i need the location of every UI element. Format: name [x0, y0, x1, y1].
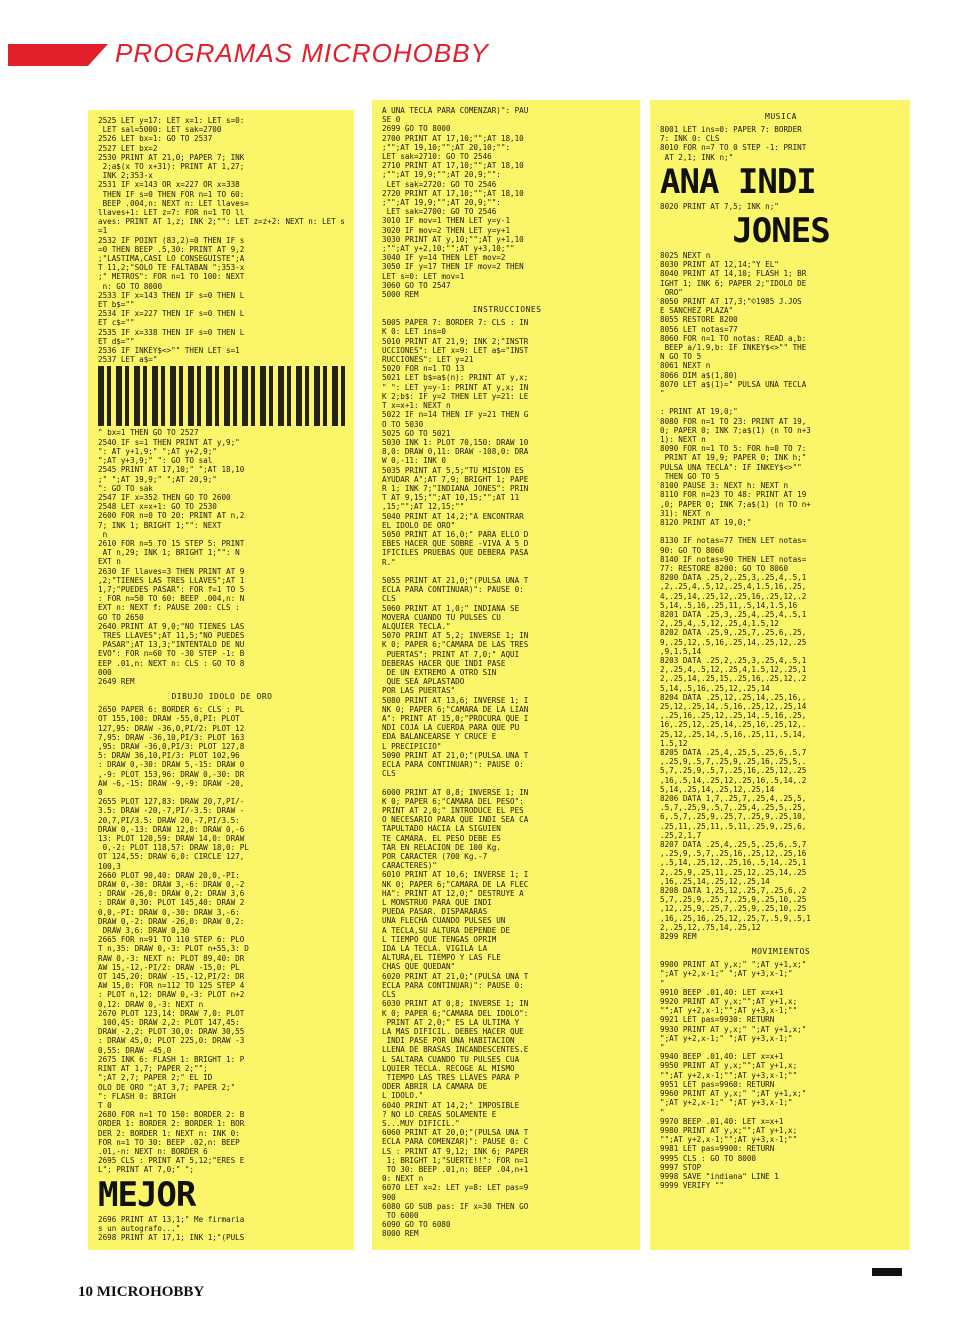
code-block: 2696 PRINT AT 13,1;" Me firmaria s un autografo..." 2698 PRINT AT 17,1; INK 1;"(PULS [98, 1214, 245, 1242]
code-block: " bx=1 THEN GO TO 2527 2540 IF s=1 THEN PRINT AT y,9;" ": AT y+1,9;" ";AT y+2,9;" ";AT y+3,9;" ": GO TO sal 2545 PRINT AT 17,10;" ";AT 18,10 ;" ";AT 19,9;" ";AT 20,9;" ": GO TO sak 2547 IF x=352 THEN GO TO 2600 2548 LET x=x+1: GO TO 2530 2600 FOR n=0 TO 20: PRINT AT n,2 7; INK 1; BRIGHT 1;"": NEXT n 2610 FOR n=5 TO 15 STEP 5: PRINT AT n,29; INK 1; BRIGHT 1;"": N EXT n 2630 IF llaves=3 THEN PRINT AT 9 ,2;"TIENES LAS TRES LLAVES";AT 1 1,7;"PUEDES PASAR": FOR f=1 TO 5 : FOR n=50 TO 60: BEEP .004,n: N EXT n: NEXT f: PAUSE 200: CLS : GO TO 2650 2640 PRINT AT 9,0;"NO TIENES LAS TRES LLAVES";AT 11,5;"NO PUEDES PASAR";AT 13,3;"INTENTALO DE NU EVO": FOR n=60 TO -30 STEP -1: B EEP .01,n: NEXT n: CLS : GO TO 8 000 2649 REM [98, 428, 245, 686]
code-block: 9900 PRINT AT y,x;" ";AT y+1,x;" ";AT y+2,x-1;" ";AT y+3,x-1;" " 9910 BEEP .01,40: LET x=x+1 9920 PRINT AT y,x;"";AT y+1,x; "";AT y+2,x-1;"";AT y+3,x-1;"" 9921 LET pas=9930: RETURN 9930 PRINT AT y,x;" ";AT y+1,x;" ";AT y+2,x-1;" ";AT y+3,x-1;" " 9940 BEEP .01,40: LET x=x+1 9950 PRINT AT y,x;"";AT y+1,x; "";AT y+2,x-1;"";AT y+3,x-1;"" 9951 LET pas=9960: RETURN 9960 PRINT AT y,x;" ";AT y+1,x;" ";AT y+2,x-1;" ";AT y+3,x-1;" " 9970 BEEP .01,40: LET x=x+1 9980 PRINT AT y,x;"";AT y+1,x; "";AT y+2,x-1;"";AT y+3,x-1;"" 9981 LET pas=9900: RETURN 9995 CLS : GO TO 8000 9997 STOP 9998 SAVE "indiana" LINE 1 9999 VERIFY "" [660, 960, 807, 1191]
mejor-art: MEJOR [98, 1174, 196, 1215]
code-block: 8001 LET ins=0: PAPER 7: BORDER 7: INK 0: CLS 8010 FOR n=7 TO 0 STEP -1: PRINT AT 2,1; INK n;" [660, 125, 807, 162]
title-art-line-1: ANA INDI [660, 161, 816, 202]
page-header [0, 38, 970, 70]
code-block: 8020 PRINT AT 7,5; INK n;" [660, 201, 779, 211]
code-block: 2525 LET y=17: LET x=1: LET s=0: LET sal=5000: LET sak=2700 2526 LET bx=1: GO TO 2537 2527 LET bx=2 2530 PRINT AT 21,0; PAPER 7; INK 2;a$(x TO x+31): PRINT AT 1,27; INK 2;353-x 2531 IF x=143 OR x=227 OR x=338 THEN IF s=0 THEN FOR n=1 TO 60: BEEP .004,n: NEXT n: LET llaves= llaves+1: LET z=7: FOR n=1 TO ll aves: PRINT AT 1,z; INK 2;"": LET z=z+2: NEXT n: LET s=1 2532 IF POINT (83,2)=0 THEN IF s =0 THEN BEEP .5,30: PRINT AT 9,2 ;"LASTIMA,CASI LO CONSEGUISTE";A T 11,2;"SOLO TE FALTABAN ";353-x ;" METROS": FOR n=1 TO 100: NEXT n: GO TO 8000 2533 IF x=143 THEN IF s=0 THEN L ET b$="" 2534 IF x=227 THEN IF s=0 THEN L ET c$="" 2535 IF x=338 THEN IF s=0 THEN L ET d$="" 2536 IF INKEY$<>"" THEN LET s=1 2537 LET a$=" [98, 116, 345, 365]
section-title: PROGRAMAS MICROHOBBY [115, 38, 489, 68]
listing-column-1 [88, 110, 354, 1250]
header-red-bar [8, 44, 108, 66]
corner-mark [872, 1268, 902, 1276]
code-block: 5005 PAPER 7: BORDER 7: CLS : IN K 0: LET ins=0 5010 PRINT AT 21,9; INK 2;"INSTR UCCIONES": LET x=9: LET a$="INST RUCCIONES": LET y=21 5020 FOR n=1 TO 13 5021 LET b$=a$(n): PRINT AT y,x; " ": LET y=y-1: PRINT AT y,x; IN K 2;b$: IF y=2 THEN LET y=21: LE T x=x+1: NEXT n 5022 IF n=14 THEN IF y=21 THEN G O TO 5030 5025 GO TO 5021 5030 INK 1: PLOT 70,150: DRAW 10 8,0: DRAW 0,11: DRAW -108,0: DRA W 0,-11: INK 0 5035 PRINT AT 5,5;"TU MISION ES AYUDAR A";AT 7,9; BRIGHT 1; PAPE R 1; INK 7;"INDIANA JONES": PRIN T AT 9,15;"";AT 10,15;"";AT 11 ,15;"";AT 12,15;"" 5040 PRINT AT 14,2;"A ENCONTRAR EL IDOLO DE ORO" 5050 PRINT AT 16,0;" PARA ELLO D EBES HACER QUE SOBRE -VIVA A 5 D IFICILES PRUEBAS QUE DEBERA PASA R." 5055 PRINT AT 21,0;"(PULSA UNA T ECLA PARA CONTINUAR)": PAUSE 0: CLS 5060 PRINT AT 1,0;" INDIANA SE MOVERA CUANDO TU PULSES CU ALQUIER TECLA." 5070 PRINT AT 5,2; INVERSE 1; IN K 0; PAPER 6;"CAMARA DE LAS TRES PUERTAS": PRINT AT 7,0;" AQUI DEBERAS HACER QUE INDI PASE DE UN EXTREMO A OTRO SIN QUE SEA APLASTADO POR LAS PUERTAS" 5080 PRINT AT 13,6; INVERSE 1; I NK 0; PAPER 6;"CAMARA DE LA LIAN A": PRINT AT 15,0;"PROCURA QUE I NDI COJA LA CUERDA PARA QUE PU EDA BALANCEARSE Y CRUCE E L PRECIPICIO" 5090 PRINT AT 21,0;"(PULSA UNA T ECLA PARA CONTINUAR)": PAUSE 0: CLS 6000 PRINT AT 0,8; INVERSE 1; IN K 0; PAPER 6;"CAMARA DEL PESO": PRINT AT 2,0;" INTRODUCE EL PES O NECESARIO PARA QUE INDI SEA CA TAPULTADO HACIA LA SIGUIEN TE CAMARA. EL PESO DEBE ES TAR EN RELACION DE 100 Kg. POR CARACTER (700 Kg.-7 CARACTERES)" 6010 PRINT AT 10,6; INVERSE 1; I NK 0; PAPER 6;"CAMARA DE LA FLEC HA": PRINT AT 12,0;" DESTRUYE A L MONSTRUO PARA QUE INDI PUEDA PASAR. DISPARARAS UNA FLECHA CUANDO PULSES UN A TECLA,SU ALTURA DEPENDE DE L TIEMPO QUE TENGAS OPRIM IDA LA TECLA. VIGILA LA ALTURA,EL TIEMPO Y LAS FLE CHAS QUE QUEDAN" 6020 PRINT AT 21,0;"(PULSA UNA T ECLA PARA CONTINUAR)": PAUSE 0: CLS 6030 PRINT AT 0,8; INVERSE 1; IN K 0; PAPER 6;"CAMARA DEL IDOLO": PRINT AT 2,0;" ES LA ULTIMA Y LA MAS DIFICIL. DEBES HACER QUE INDI PASE POR UNA HABITACION LLENA DE BRASAS INCANDESCENTES.E L SALTARA CUANDO TU PULSES CUA LQUIER TECLA. RECOGE AL MISMO TIEMPO LAS TRES LLAVES PARA P ODER ABRIR LA CAMARA DE L IDOLO." 6040 PRINT AT 14,2;" IMPOSIBLE ? NO LO CREAS SOLAMENTE E S...MUY DIFICIL." 6060 PRINT AT 20,0;"(PULSA UNA T ECLA PARA COMENZAR)": PAUSE 0: C LS : PRINT AT 9,12; INK 6; PAPER 1; BRIGHT 1;"SUERTE!!": FOR n=1 TO 30: BEEP .01,n: BEEP .04,n+1 0: NEXT n 6070 LET x=2: LET y=8: LET pas=9 900 6080 GO SUB pas: IF x=30 THEN GO TO 6000 6090 GO TO 6080 8000 REM [382, 318, 529, 1239]
udg-graphics-block [98, 366, 346, 426]
code-block: 2650 PAPER 6: BORDER 6: CLS : PL OT 155,100: DRAW -55,0,PI: PLOT 127,95: DRAW -36,0,PI/2: PLOT 12 7,95: DRAW -36,10,PI/3: PLOT 163 ,95: DRAW -36,0,PI/3: PLOT 127,8 5: DRAW 36,10,PI/3: PLOT 102,96 : DRAW 0,-30: DRAW 5,-15: DRAW 0 ,-9: PLOT 153,96: DRAW 0,-30: DR AW -6,-15: DRAW -9,-9: DRAW -20, 0 2655 PLOT 127,83: DRAW 20,7,PI/- 3.5: DRAW -20,-7,PI/-3.5: DRAW - 20,7,PI/3.5: DRAW 20,-7,PI/3.5: DRAW 0,-13: DRAW 12,0: DRAW 0,-6 13: PLOT 120,59: DRAW 14,0: DRAW 0,-2: PLOT 118,57: DRAW 18,0: PL OT 124,55: DRAW 6,0: CIRCLE 127, 100,3 2660 PLOT 90,40: DRAW 20,0,-PI: DRAW 0,-30: DRAW 3,-6: DRAW 0,-2 : DRAW -26,0: DRAW 0,2: DRAW 3,6 : DRAW 0,30: PLOT 145,40: DRAW 2 0,0,-PI: DRAW 0,-30: DRAW 3,-6: DRAW 0,-2: DRAW -26,0: DRAW 0,2: DRAW 3,6: DRAW 0,30 2665 FOR n=91 TO 110 STEP 6: PLO T n,35: DRAW 0,-3: PLOT n+55,3: D RAW 0,-3: NEXT n: PLOT 89,40: DR AW 15,-12,-PI/2: DRAW -15,0: PL OT 145,20: DRAW -15,-12,PI/2: DR AW 15,0: FOR n=112 TO 125 STEP 4 : PLOT n,12: DRAW 0,-3: PLOT n+2 0,12: DRAW 0,-3: NEXT n 2670 PLOT 123,14: DRAW 7,0: PLOT 100,45: DRAW 2,2: PLOT 147,45: DRAW -2,2: PLOT 30,0: DRAW 30,55 : DRAW 45,0: PLOT 225,0: DRAW -3 0,55: DRAW -45,0 2675 INK 6: FLASH 1: BRIGHT 1: P RINT AT 1,7; PAPER 2;""; ";AT 2,7; PAPER 2;" EL ID OLO DE ORO ";AT 3,7; PAPER 2;" ": FLASH 0: BRIGH T 0 2680 FOR n=1 TO 150: BORDER 2: B ORDER 1: BORDER 2: BORDER 1: BOR DER 2: BORDER 1: NEXT n: INK 0: FOR n=1 TO 30: BEEP .02,n: BEEP .01,-n: NEXT n: BORDER 6 2695 CLS : PRINT AT 5,12;"ERES E L"; PRINT AT 7,0;" "; [98, 705, 249, 1175]
section-heading: DIBUJO IDOLO DE ORO [171, 692, 273, 702]
section-heading: MUSICA [765, 112, 797, 121]
page-footer: 10 MICROHOBBY [78, 1284, 205, 1300]
section-heading: MOVIMIENTOS [751, 947, 811, 957]
section-heading: INSTRUCCIONES [472, 305, 542, 315]
listing-column-2 [372, 100, 640, 1250]
code-block: 8025 NEXT n 8030 PRINT AT 12,14;"Y EL" 8040 PRINT AT 14,10; FLASH 1; BR IGHT 1; INK 6; PAPER 2;"IDOLO DE ORO" 8050 PRINT AT 17,3;"©1985 J.JOS E SANCHEZ PLAZA" 8055 RESTORE 8200 8056 LET notas=77 8060 FOR n=1 TO notas: READ a,b: BEEP a/1.9,b: IF INKEY$<>"" THE N GO TO 5 8061 NEXT n 8066 DIM a$(1,80) 8070 LET a$(1)=" PULSA UNA TECLA " : PRINT AT 19,0;" 8080 FOR n=1 TO 23: PRINT AT 19, 0; PAPER 0; INK 7;a$(1) (n TO n+3 1): NEXT n 8090 FOR n=1 TO 5: FOR h=0 TO 7: PRINT AT 19,9; PAPER 0; INK h;" PULSA UNA TECLA": IF INKEY$<>"" THEN GO TO 5 8100 PAUSE 3: NEXT h: NEXT n 8110 FOR n=23 TO 48: PRINT AT 19 ,0; PAPER 0; INK 7;a$(1) (n TO n+ 31): NEXT n 8120 PRINT AT 19,0;" 8130 IF notas=77 THEN LET notas= 90: GO TO 8060 8140 IF notas=90 THEN LET notas= 77: RESTORE 8200: GO TO 8060 8200 DATA .25,2,.25,3,.25,4,.5,1 ,2,.25,4,.5,12,.25,4,1.5,16,.25, 4,.25,14,.25,12,.25,16,.25,12,.2 5,14,.5,16,.25,11,.5,14,1.5,16 8201 DATA .25,3,.25,4,.25,4,.5,1 2,.25,4,.5,12,.25,4,1.5,12 8202 DATA .25,9,.25,7,.25,6,.25, 9,.25,12,.5,16,.25,14,.25,12,.25 ,9,1.5,14 8203 DATA .25,2,.25,3,.25,4,.5,1 2,.25,4,.5,12,.25,4,1.5,12,.25,1 2,.25,14,.25,15,.25,16,.25,12,.2 5,14,.5,16,.25,12,.25,14 8204 DATA .25,12,.25,14,.25,16,. 25,12,.25,14,.5,16,.25,12,.25,14 ,.25,16,.25,12,.25,14,.5,16,.25, 16,.25,12,.25,14,.25,16,.25,12,. 25,12,.25,14,.5,16,.25,11,.5,14, 1.5,12 8205 DATA .25,4,.25,5,.25,6,.5,7 ,.25,9,.5,7,.25,9,.25,16,.25,5,. 5,7,.25,9,.5,7,.25,16,.25,12,.25 ,16,.5,14,.25,12,.25,16,.5,14,.2 5,14,.25,14,.25,12,.25,14 8206 DATA 1,7,.25,7,.25,4,.25,5, .5,7,.25,9,.5,7,.25,4,.25,5,.25, 6,.5,7,.25,9,.25,7,.25,9,.25,10, .25,11,.25,11,.5,11,.25,9,.25,6, .25,2,1,7 8207 DATA .25,4,.25,5,.25,6,.5,7 ,.25,9,.5,7,.25,16,.25,12,.25,16 ,.5,14,.25,12,.25,16,.5,14,.25,1 2,.25,9,.25,11,.25,12,.25,14,.25 ,16,.25,14,.25,12,.25,14 8208 DATA 1,25,12,.25,7,.25,6,.2 5,7,.25,9,.25,7,.25,9,.25,10,.25 ,12,.25,9,.25,7,.25,9,.25,10,.25 ,16,.25,16,.25,12,.25,7,.5,9,.5,1 2,.25,12,.75,14,.25,12 8299 REM [660, 251, 811, 942]
listing-column-3 [650, 100, 910, 1250]
title-art-line-2: JONES [732, 211, 830, 252]
code-block: A UNA TECLA PARA COMENZAR)": PAU SE 0 2699 GO TO 8000 2700 PRINT AT 17,10;"";AT 18,10 ;"";AT 19,10;"";AT 20,10;"": LET sak=2710: GO TO 2546 2710 PRINT AT 17,10;"";AT 18,10 ;"";AT 19,9;"";AT 20,9;"": LET sak=2720: GO TO 2546 2720 PRINT AT 17,10;"";AT 18,10 ;"";AT 19,9;"";AT 20,9;"": LET sak=2700: GO TO 2546 3010 IF mov=1 THEN LET y=y-1 3020 IF mov=2 THEN LET y=y+1 3030 PRINT AT y,10;"";AT y+1,10 ;"";AT y+2,10;"";AT y+3,10;"" 3040 IF y=14 THEN LET mov=2 3050 IF y=17 THEN IF mov=2 THEN LET s=0: LET mov=1 3060 GO TO 2547 5000 REM [382, 106, 529, 300]
